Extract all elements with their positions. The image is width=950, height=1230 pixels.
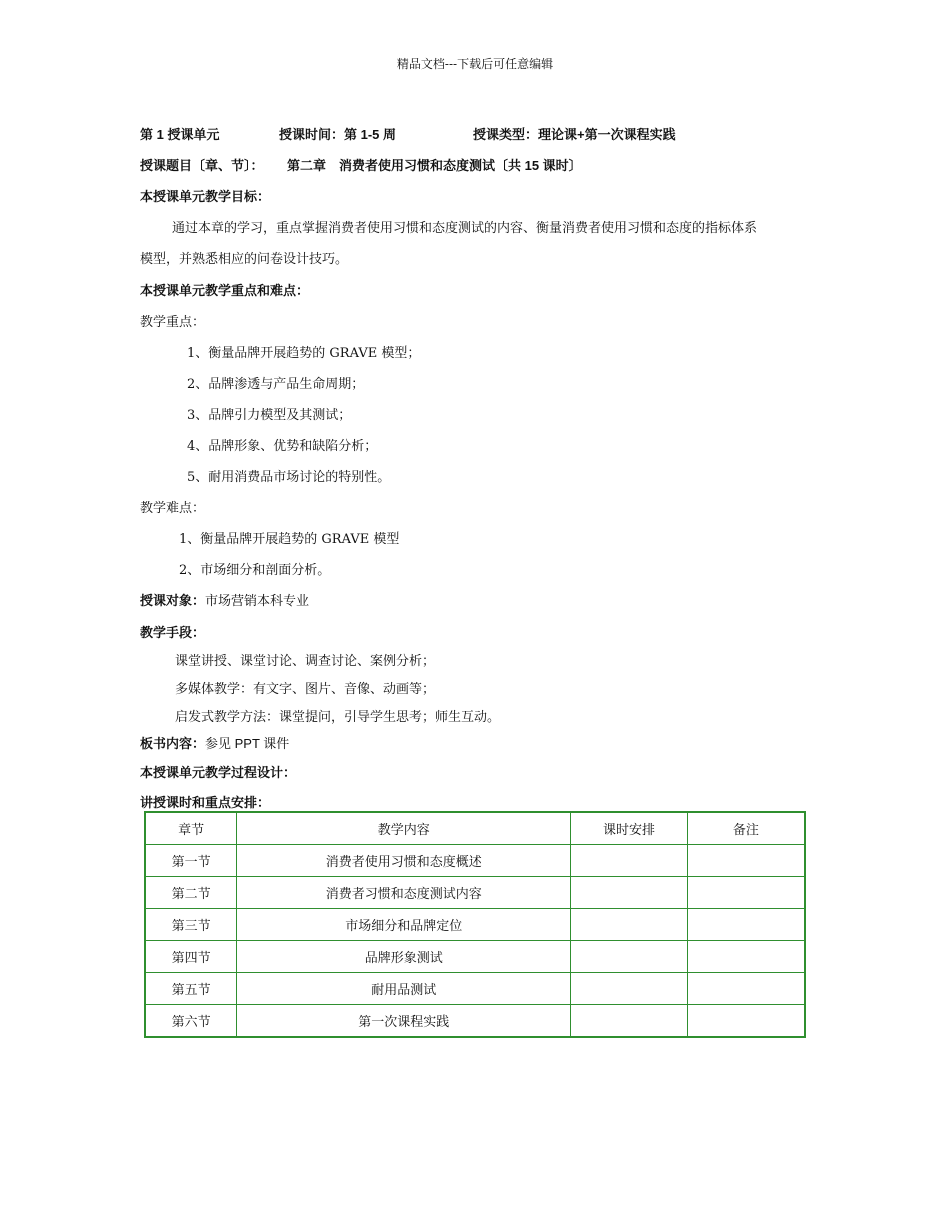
column-header-note: 备注 [687,812,805,845]
focus-item: 1、衡量品牌开展趋势的 GRAVE 模型； [187,346,421,361]
table-row [145,941,805,973]
topic-label: 授课题目〔章、节〕： [140,158,264,173]
process-heading: 本授课单元教学过程设计： [140,765,297,780]
focus-item: 5、耐用消费品市场讨论的特别性。 [187,470,391,485]
column-header-section: 章节 [145,812,237,845]
focus-item: 3、品牌引力模型及其测试； [187,408,352,423]
note-cell [687,909,805,941]
unit-number: 第 1 授课单元 [140,127,220,142]
keypoints-heading: 本授课单元教学重点和难点： [140,283,310,298]
hours-cell [571,845,688,877]
unit-time: 授课时间：第 1-5 周 [279,127,397,142]
methods-item: 启发式教学方法：课堂提问，引导学生思考；师生互动。 [175,710,501,725]
schedule-heading: 讲授课时和重点安排： [140,795,271,810]
content-cell: 品牌形象测试 [237,941,571,973]
hours-cell [571,1005,688,1038]
difficulty-item: 2、市场细分和剖面分析。 [179,563,331,578]
focus-item: 2、品牌渗透与产品生命周期； [187,377,365,392]
topic-value: 第二章 消费者使用习惯和态度测试〔共 15 课时〕 [287,158,582,173]
board-value: 参见 PPT 课件 [205,736,290,751]
content-cell: 第一次课程实践 [237,1005,571,1038]
note-cell [687,941,805,973]
objectives-line-2: 模型，并熟悉相应的问卷设计技巧。 [140,252,349,267]
board-label: 板书内容： [140,736,206,751]
table-row [145,973,805,1005]
table-row [145,845,805,877]
section-cell: 第二节 [145,877,237,909]
hours-cell [571,941,688,973]
table-header-row [145,812,805,845]
difficulty-item: 1、衡量品牌开展趋势的 GRAVE 模型 [179,532,400,547]
note-cell [687,877,805,909]
hours-cell [571,909,688,941]
table-row [145,909,805,941]
page-header: 精品文档---下载后可任意编辑 [396,57,554,71]
unit-type: 授课类型：理论课+第一次课程实践 [473,127,676,142]
methods-item: 多媒体教学：有文字、图片、音像、动画等； [175,682,436,697]
content-cell: 消费者使用习惯和态度概述 [237,845,571,877]
methods-heading: 教学手段： [140,625,206,640]
section-cell: 第三节 [145,909,237,941]
objectives-line-1: 通过本章的学习，重点掌握消费者使用习惯和态度测试的内容、衡量消费者使用习惯和态度的指标体系 [172,221,758,236]
hours-cell [571,877,688,909]
schedule-table [144,811,806,1038]
audience-label: 授课对象： [140,593,206,608]
content-cell: 消费者习惯和态度测试内容 [237,877,571,909]
methods-item: 课堂讲授、课堂讨论、调查讨论、案例分析； [175,654,436,669]
section-cell: 第五节 [145,973,237,1005]
column-header-hours: 课时安排 [571,812,688,845]
audience-value: 市场营销本科专业 [205,594,310,609]
content-cell: 市场细分和品牌定位 [237,909,571,941]
objectives-heading: 本授课单元教学目标： [140,189,271,204]
table-row [145,1005,805,1038]
board-line [140,733,289,753]
section-cell: 第六节 [145,1005,237,1038]
content-cell: 耐用品测试 [237,973,571,1005]
focus-label: 教学重点： [140,315,206,330]
column-header-content: 教学内容 [237,812,571,845]
table-row [145,877,805,909]
hours-cell [571,973,688,1005]
focus-item: 4、品牌形象、优势和缺陷分析； [187,439,378,454]
difficulty-label: 教学难点： [140,501,206,516]
note-cell [687,845,805,877]
section-cell: 第四节 [145,941,237,973]
note-cell [687,1005,805,1038]
audience-line [140,590,309,610]
section-cell: 第一节 [145,845,237,877]
note-cell [687,973,805,1005]
